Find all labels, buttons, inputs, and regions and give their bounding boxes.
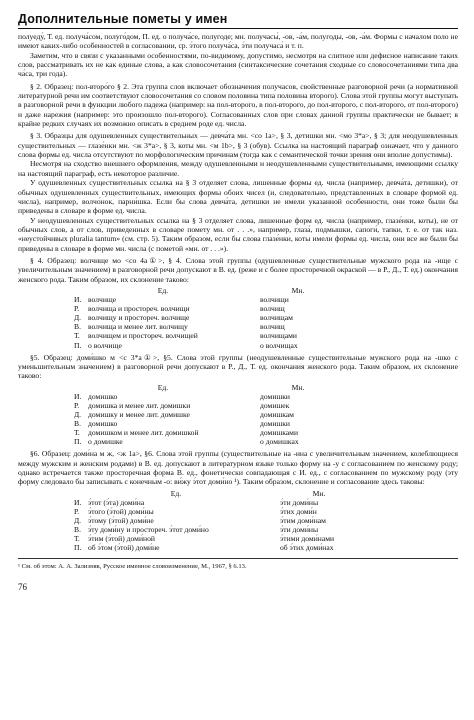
table-row: Д. волчищу и простореч. волчище волчищам	[74, 313, 293, 323]
paragraph-section-5: §5. Образец: доми́шко м <с 3*а①>, §5. Слова этой группы (неодушевленные существительные мужского рода на -шко с уменьшительным значением) в разговорной речи допускают в Р., Д., Т. ед. окончания женского рода. Таким образом, их склонение таково:	[18, 352, 458, 381]
footnote-divider	[18, 558, 458, 559]
table-row: Т. волчищем и простореч. волчищей волчищами	[74, 331, 297, 341]
table-row: И. волчище волчищи	[74, 295, 289, 305]
table-row: И. э́тот (э́та) доми́на э́ти доми́ны	[74, 497, 319, 507]
declension-table-domina	[74, 489, 374, 553]
table-row: И. домишко домишки	[74, 391, 290, 401]
paragraph: У одушевленных существительных ссылка на § 3 отделяет слова, лишенные формы ед. числа (например, девча́та, детишки), от обычных одушевленных существительных, имеющих формы обоих чисел (и, следовательно, представленных в словаре формой ед. числа), например, волчо́нок, парни́шка. Если бы слова девча́та, детишки не имели указанной особенности, они тоже были бы приведены в словаре в форме ед. числа.	[18, 178, 458, 216]
paragraph-section-2: § 2. Образец: пол-второ́го § 2. Эта группа слов включает обозначения получасов, свойственные разговорной речи (а нормативной литературной речи им соответствуют словосочетания со словом половина типа половина второго). Слова этой группы могут выступать в разговорной речи в функции любого падежа (например: на пол-второго, в пол-второго, до пол-второго, с пол-второго, от пол-второго) и даже нарежия (например: это произошло пол-второго). Согласованных слов при словах данной группы практически не бывает; в крайне редких случаях их возможно описать в среднем роде ед. числа.	[18, 81, 458, 129]
table-row: Р. э́того (э́той) доми́ны э́тих доми́н	[74, 506, 317, 516]
table-row: Д. э́тому (э́той) доми́не э́тим доми́нам	[74, 515, 326, 525]
footnote: ¹ См. об этом: А. А. Зализняк, Русское именное словоизменение, М., 1967, § 6.13.	[18, 563, 247, 571]
column-header-plural: Мн.	[312, 488, 326, 498]
table-row: Т. домишком и менее лит. домишкой домишками	[74, 428, 299, 438]
page-title: Дополнительные пометы у имен	[18, 12, 228, 26]
paragraph-section-6: §6. Образец: доми́на м ж, <ж 1а>, §6. Слова этой группы (существительные на -ина с увеличительным значением, колеблющиеся между мужским и женским родами) в В. ед. допускают в литературном языке только форму на -у с согласованием по женскому роду; однако встречается также просторечная форма В. ед., фонетически совпадающая с И. ед., с согласованием по мужскому роду (эту форму следовало бы записывать с конечным -о: ви́жу э́тот доми́но ¹). Таким образом, склонение и согласование здесь таковы:	[18, 449, 458, 487]
table-row: В. э́ту доми́ну и простореч. э́тот доми́но э́ти доми́ны	[74, 525, 319, 535]
paragraph-section-4: § 4. Образец: волчище мо <со 4а①>, § 4. Слова этой группы (одушевленные существительные мужского рода на -ище с увеличительным значением) в разговорной речи допускают в В. ед. (реже и с более просторечной окраской — в Р., Д., Т. ед.) окончания женского рода. Таким образом, их склонение таково:	[18, 255, 458, 284]
page-number: 76	[18, 581, 27, 592]
column-header-singular: Ед.	[170, 488, 182, 498]
table-row: Р. волчища и простореч. волчищи волчищ	[74, 304, 285, 314]
table-row: Д. домишку и менее лит. домишке домишкам	[74, 409, 294, 419]
declension-table-volchishche	[74, 286, 358, 350]
table-row: В. волчища и менее лит. волчищу волчищ	[74, 322, 285, 332]
table-row: В. домишко домишки	[74, 419, 290, 428]
table-row: Р. домишка и менее лит. домишки домишек	[74, 400, 290, 410]
column-header-plural: Мн.	[291, 285, 305, 295]
column-header-singular: Ед.	[157, 285, 169, 295]
paragraph: полуеду́, Т. ед. получа́сом, полуго́дом, П. ед. о получа́се, полугоде; мн. получасы́, -ов, -а́м, полугоды, -ов, -а́м. Формы с началом поло не имеют каких-либо особенностей в согласовании, ср. э́того получа́са, э́ти получаса́ и т. п.	[18, 32, 458, 51]
paragraph: Несмотря на сходство внешнего оформления, между одушевленными и неодушевленными существительными, имеющими ссылку на настоящий параграф, есть некоторое различие.	[18, 159, 458, 178]
paragraph: Заметим, что в связи с указанными особенностями, по-видимому, допустимо, несмотря на слитное или дефисное написание таких слов, рассматривать их не как единые слова, а как словосочетания (синтаксические сочетания сходные со словосочетаниями типа два ча́са, три года).	[18, 50, 458, 79]
table-row: П. о волчище о волчищах	[74, 340, 298, 350]
column-header-singular: Ед.	[157, 382, 169, 392]
paragraph: У неодушевленных существительных ссылка на § 3 отделяет слова, лишенные форм ед. числа (например, глазе́нки, коты), не от обычных слов, а от слов, приведенных в словаре помету мн. от . . .», например, глаза́, подмышки, сапоги́, тапки, т. е. от так наз. «неустойчивых pluralia tantum» (см. стр. 5). Таким образом, если бы слова глазе́нки, коты имели формы ед. числа, они все же были бы приведены в словаре в форме мн. числа (с пометой «мн. от . . .»).	[18, 215, 458, 253]
table-row: Т. э́тим (э́той) доми́ной э́тими доми́нами	[74, 534, 335, 544]
declension-table-domishko	[74, 383, 358, 447]
paragraph-section-3: § 3. Образцы для одушевленных существительных — девча́та мн. <со 1а>, § 3, детишки мн. <мо 3*а>, § 3; для неодушевленных существительных — глазе́нки мн. <ж 3*а>, § 3, коты мн. <м 1b>, § 3 (обув). Ссылка на настоящий параграф означает, что у данного слова формы ед. числа отсутствуют по морфологическим причинам (тогда как с семантической точки зрения они вполне допустимы).	[18, 131, 458, 160]
running-header	[18, 8, 458, 29]
table-row: П. о домишке о домишках	[74, 437, 299, 447]
table-row: П. об э́том (э́той) доми́не об э́тих доми́нах	[74, 543, 334, 553]
column-header-plural: Мн.	[291, 382, 305, 392]
